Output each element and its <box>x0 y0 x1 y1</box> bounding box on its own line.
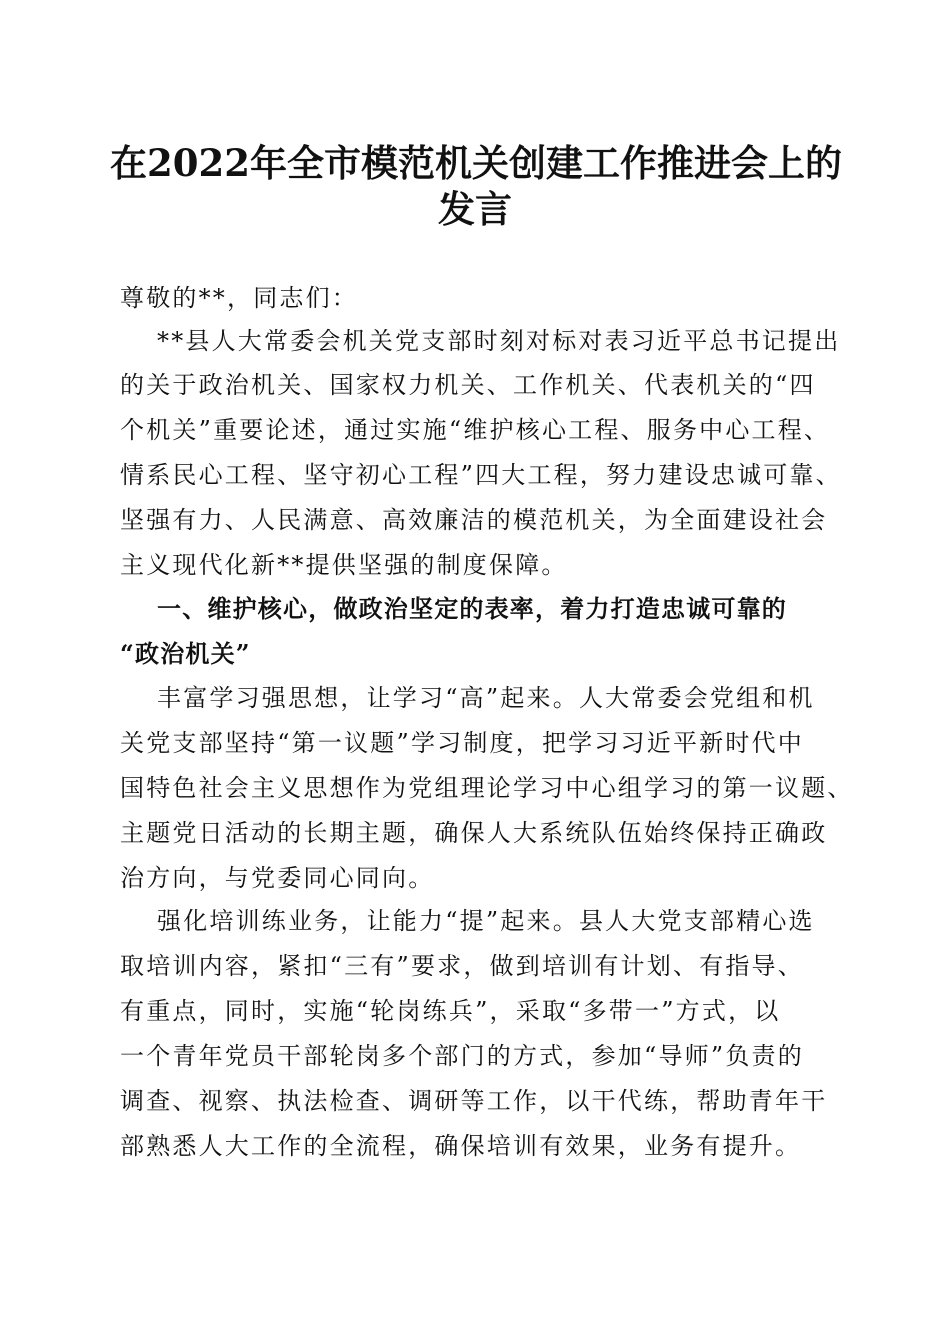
paragraph-line: 强化培训练业务，让能力“提”起来。县人大党支部精心选 <box>157 907 815 935</box>
intro-line: 坚强有力、人民满意、高效廉洁的模范机关，为全面建设社会 <box>120 506 828 534</box>
intro-line: 的关于政治机关、国家权力机关、工作机关、代表机关的“四 <box>120 371 816 399</box>
paragraph-line: 关党支部坚持“第一议题”学习制度，把学习习近平新时代中 <box>120 729 804 757</box>
intro-line: 情系民心工程、坚守初心工程”四大工程，努力建设忠诚可靠、 <box>120 461 842 489</box>
paragraph-line: 取培训内容，紧扣“三有”要求，做到培训有计划、有指导、 <box>120 952 804 980</box>
intro-line: **县人大常委会机关党支部时刻对标对表习近平总书记提出 <box>157 327 841 355</box>
paragraph-line: 一个青年党员干部轮岗多个部门的方式，参加“导师”负责的 <box>120 1042 804 1070</box>
intro-line: 主义现代化新**提供坚强的制度保障。 <box>120 551 568 579</box>
paragraph-line: 国特色社会主义思想作为党组理论学习中心组学习的第一议题、 <box>120 774 854 802</box>
paragraph-line: 主题党日活动的长期主题，确保人大系统队伍始终保持正确政 <box>120 819 828 847</box>
salutation: 尊敬的**，同志们： <box>120 284 358 312</box>
document-title-line-1: 在2022年全市模范机关创建工作推进会上的 <box>110 141 842 185</box>
paragraph-line: 有重点，同时，实施“轮岗练兵”，采取“多带一”方式，以 <box>120 997 781 1025</box>
paragraph-line: 丰富学习强思想，让学习“高”起来。人大常委会党组和机 <box>157 684 815 712</box>
intro-line: 个机关”重要论述，通过实施“维护核心工程、服务中心工程、 <box>120 416 831 444</box>
document-title-line-2: 发言 <box>438 187 512 231</box>
paragraph-line: 调查、视察、执法检查、调研等工作，以干代练，帮助青年干 <box>120 1087 828 1115</box>
section-heading-line: “政治机关” <box>120 639 251 668</box>
section-heading-line: 一、维护核心，做政治坚定的表率，着力打造忠诚可靠的 <box>157 594 787 623</box>
paragraph-line: 部熟悉人大工作的全流程，确保培训有效果，业务有提升。 <box>120 1132 802 1160</box>
paragraph-line: 治方向，与党委同心同向。 <box>120 864 435 892</box>
